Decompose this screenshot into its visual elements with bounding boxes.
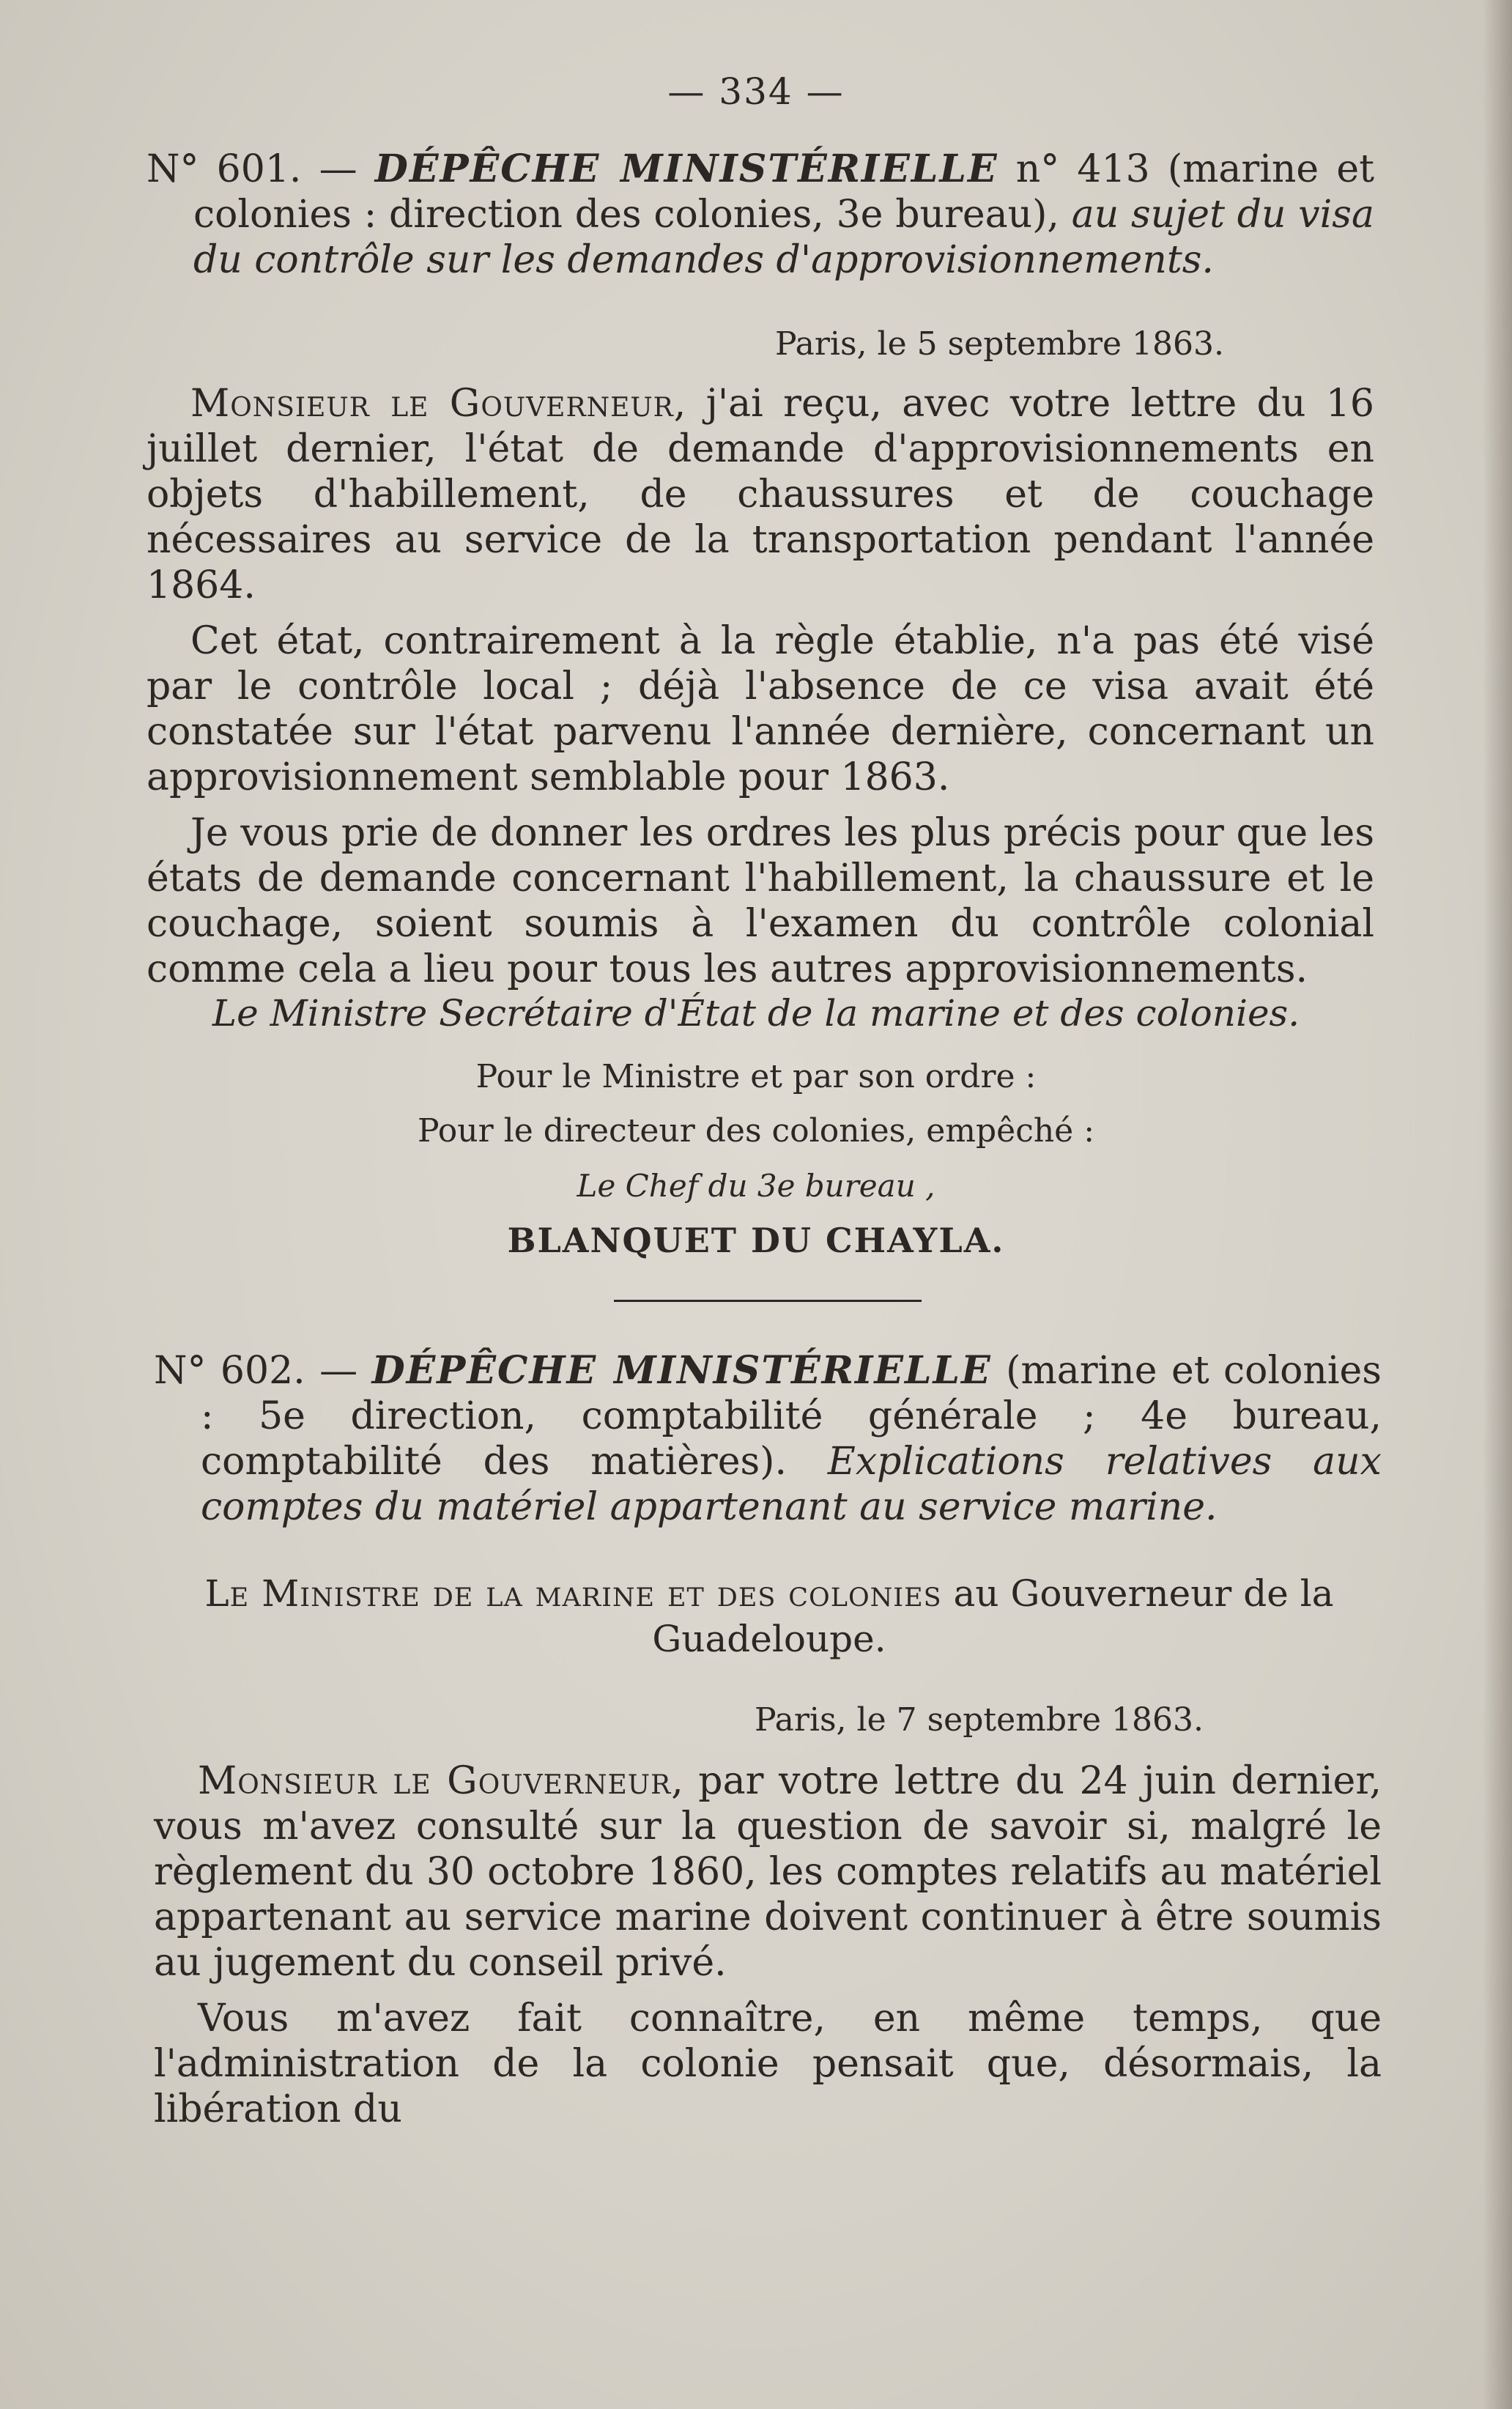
entry-subtitle: (marine et colonies : 5e direction, comptabilité générale ; 4e bureau, comptabilité des matières).: [201, 1349, 1382, 1484]
section-divider: [614, 1300, 922, 1302]
entry-602-heading: [154, 1348, 1382, 1530]
entry-602-body: [154, 1758, 1382, 2132]
entry-title: DÉPÊCHE MINISTÉRIELLE: [374, 147, 998, 191]
dateline: Paris, le 7 septembre 1863.: [755, 1701, 1204, 1739]
entry-601-body: [147, 381, 1374, 992]
entry-601-heading: [147, 147, 1374, 283]
dateline: Paris, le 5 septembre 1863.: [775, 325, 1225, 363]
salutation: Monsieur le Gouverneur: [198, 1759, 672, 1803]
page-edge-shadow: [1483, 0, 1512, 2409]
salutation: Monsieur le Gouverneur: [190, 382, 674, 426]
signature-line: Le Chef du 3e bureau ,: [577, 1168, 935, 1204]
entry-subtitle: n° 413 (marine et colonies : direction des colonies, 3e bureau),: [193, 147, 1374, 237]
body-paragraph: Je vous prie de donner les ordres les plus précis pour que les états de demande concernant l'habillement, la chaussure et le couchage, soient soumis à l'examen du contrôle colonial comme cela a lieu pour tous les autres approvisionnements.: [147, 811, 1374, 991]
entry-title: DÉPÊCHE MINISTÉRIELLE: [371, 1348, 992, 1393]
body-paragraph: Monsieur le Gouverneur, par votre lettre du 24 juin dernier, vous m'avez consulté sur la question de savoir si, malgré le règlement du 30 octobre 1860, les comptes relatifs au matériel appartenant au service marine doivent continuer à être soumis au jugement du conseil privé.: [154, 1759, 1382, 1985]
signature-line: Pour le directeur des colonies, empêché :: [417, 1112, 1095, 1150]
entry-subject: Explications relatives aux comptes du matériel appartenant au service marine.: [201, 1440, 1382, 1529]
page-number: — 334 —: [667, 70, 845, 113]
entry-number: N° 601. —: [147, 147, 375, 191]
signature-title: Le Ministre Secrétaire d'État de la marine et des colonies.: [212, 992, 1300, 1035]
body-paragraph: Vous m'avez fait connaître, en même temps, que l'administration de la colonie pensait que, désormais, la libération du: [154, 1997, 1382, 2131]
address-line: Le Ministre de la marine et des colonies au Gouverneur de la Guadeloupe.: [204, 1572, 1334, 1660]
signature-line: Pour le Ministre et par son ordre :: [475, 1058, 1037, 1095]
entry-subject: au sujet du visa du contrôle sur les demandes d'approvisionnements.: [193, 193, 1374, 282]
entry-number: N° 602. —: [154, 1349, 372, 1393]
body-paragraph: Cet état, contrairement à la règle établie, n'a pas été visé par le contrôle local ; déjà l'absence de ce visa avait été constatée sur l'état parvenu l'année dernière, concernant un approvisionnement semblable pour 1863.: [147, 619, 1374, 799]
body-paragraph: Monsieur le Gouverneur, j'ai reçu, avec votre lettre du 16 juillet dernier, l'état de demande d'approvisionnements en objets d'habillement, de chaussures et de couchage nécessaires au service de la transportation pendant l'année 1864.: [147, 382, 1374, 607]
signature-name: BLANQUET DU CHAYLA.: [507, 1221, 1005, 1260]
